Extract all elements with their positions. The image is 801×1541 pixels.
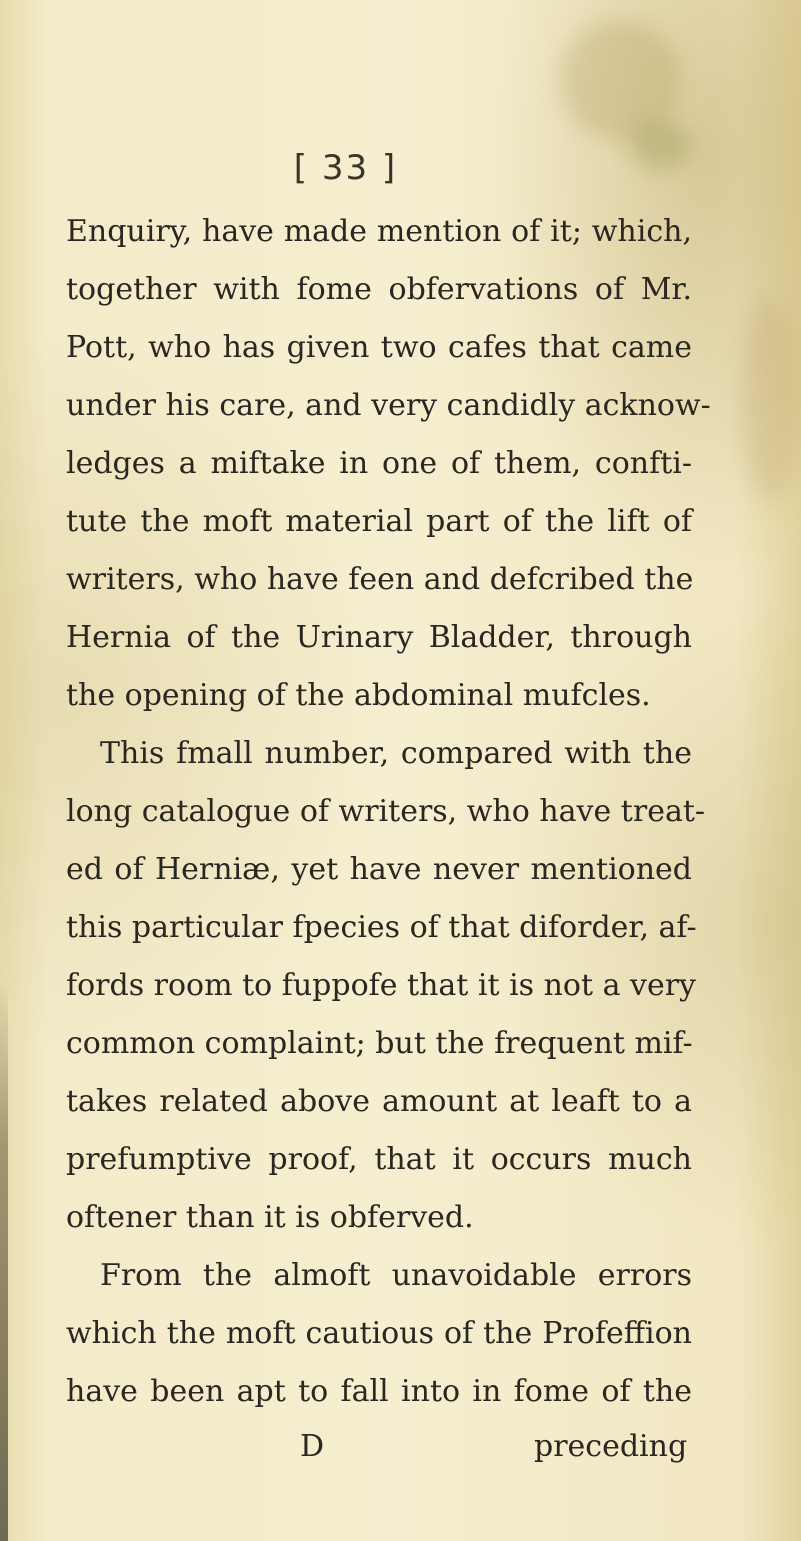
text-line: prefumptive proof, that it occurs much [66,1142,692,1177]
page-edge-shadow [0,980,8,1541]
text-line: together with fome obfervations of Mr. [66,272,692,307]
text-line: common complaint; but the frequent mif- [66,1026,693,1061]
paper-stain [740,300,800,500]
text-line: ed of Herniæ, yet have never mentioned [66,852,692,887]
text-line: takes related above amount at leaft to a [66,1084,692,1119]
page-number-header: [ 33 ] [293,148,398,188]
signature-mark: D [300,1429,325,1464]
text-line: long catalogue of writers, who have treat- [66,794,706,829]
text-line: Hernia of the Urinary Bladder, through [66,620,692,655]
text-line: under his care, and very candidly acknow- [66,388,711,423]
text-line: ledges a miftake in one of them, confti- [66,446,692,481]
text-line: tute the moft material part of the lift of [66,504,692,539]
text-line: This fmall number, compared with the [100,736,692,771]
text-line: oftener than it is obferved. [66,1200,474,1235]
text-line: From the almoft unavoidable errors [100,1258,692,1293]
text-line: the opening of the abdominal mufcles. [66,678,651,713]
text-line: which the moft cautious of the Profeffion [66,1316,692,1351]
text-line: Enquiry, have made mention of it; which, [66,214,692,249]
text-line: have been apt to fall into in fome of the [66,1374,692,1409]
body-text [66,203,711,1421]
text-line: this particular fpecies of that diforder, af- [66,910,697,945]
catchword: preceding [534,1429,688,1464]
text-line: fords room to fuppofe that it is not a very [66,968,696,1003]
text-line: writers, who have feen and defcribed the [66,562,694,597]
text-line: Pott, who has given two cafes that came [66,330,692,365]
